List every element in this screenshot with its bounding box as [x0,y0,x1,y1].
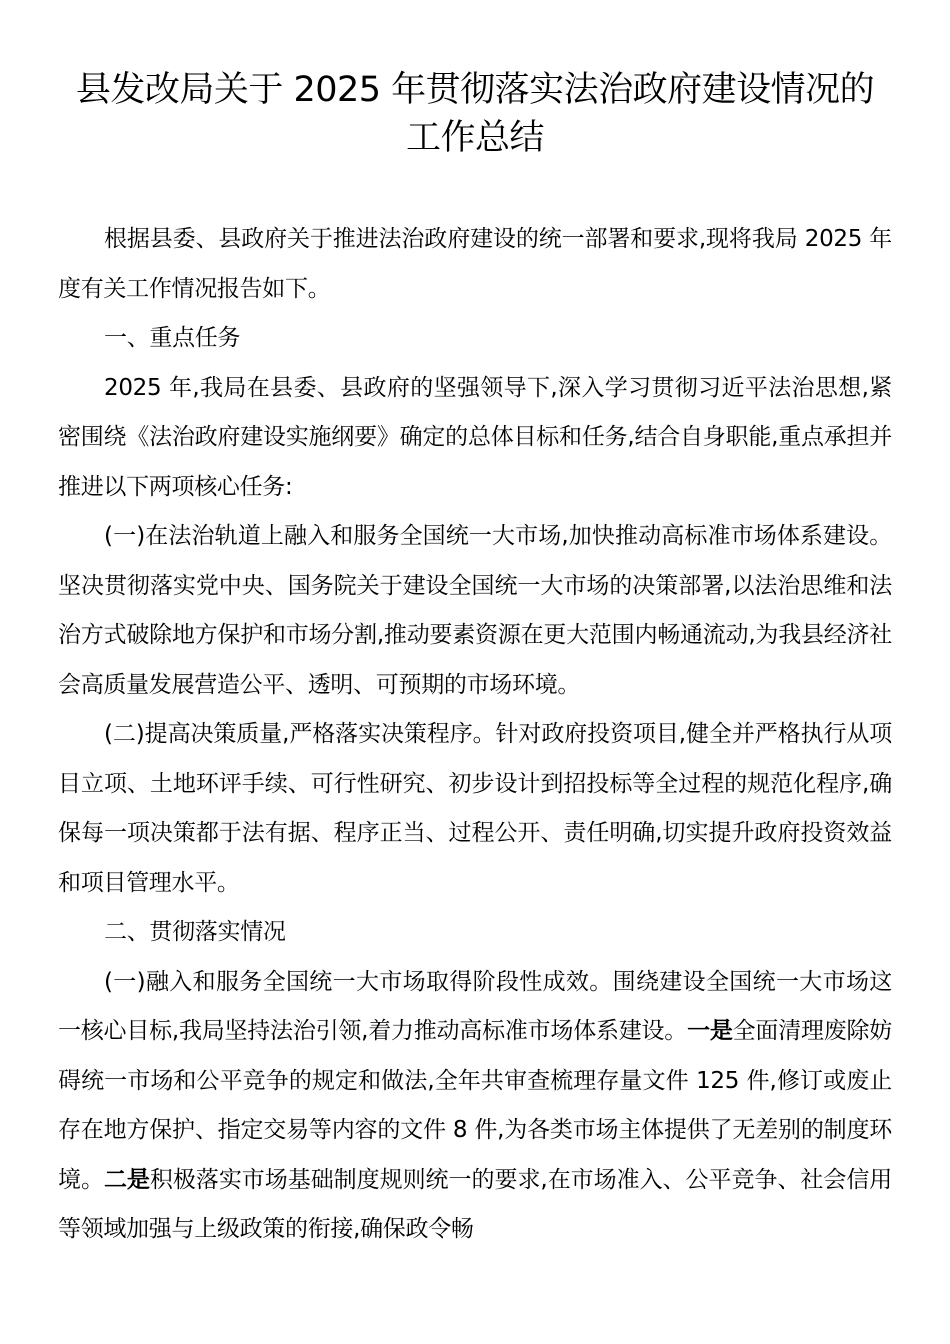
text-run: 全面清理废除妨碍统一市场和公平竞争的规定和做法,全年共审查梳理存量文件 125 件,修订或废止存在地方保护、指定交易等内容的文件 8 件,为各类市场主体提供了无差别的制度环境。 [58,1018,892,1193]
section-1-item-1: (一)在法治轨道上融入和服务全国统一大市场,加快推动高标准市场体系建设。坚决贯彻落实党中央、国务院关于建设全国统一大市场的决策部署,以法治思维和法治方式破除地方保护和市场分割,推动要素资源在更大范围内畅通流动,为我县经济社会高质量发展营造公平、透明、可预期的市场环境。 [58,523,892,698]
document-page [58,0,892,1255]
text-run: 积极落实市场基础制度规则统一的要求,在市场准入、公平竞争、社会信用等领域加强与上级政策的衔接,确保政令畅 [58,1166,892,1242]
document-title [38,66,912,162]
bold-marker-2: 二是 [103,1166,150,1193]
section-2-heading: 二、贯彻落实情况 [104,919,286,945]
text-run: (一)融入和服务全国统一大市场取得阶段性成效。围绕建设全国统一大市场这一核心目标,我局坚持法治引领,着力推动高标准市场体系建设。 [58,968,892,1044]
intro-paragraph: 根据县委、县政府关于推进法治政府建设的统一部署和要求,现将我局 2025 年度有关工作情况报告如下。 [58,226,892,302]
title-line-2: 工作总结 [405,118,544,158]
section-2-item-1 [58,958,892,1255]
section-1-item-2: (二)提高决策质量,严格落实决策程序。针对政府投资项目,健全并严格执行从项目立项、土地环评手续、可行性研究、初步设计到招投标等全过程的规范化程序,确保每一项决策都于法有据、程序正当、过程公开、责任明确,切实提升政府投资效益和项目管理水平。 [58,721,892,896]
section-1-paragraph: 2025 年,我局在县委、县政府的坚强领导下,深入学习贯彻习近平法治思想,紧密围绕《法治政府建设实施纲要》确定的总体目标和任务,结合自身职能,重点承担并推进以下两项核心任务: [58,374,892,500]
section-1-heading: 一、重点任务 [104,325,241,351]
title-line-1: 县发改局关于 2025 年贯彻落实法治政府建设情况的 [75,70,875,110]
document-body [58,215,892,1255]
bold-marker-1: 一是 [687,1018,733,1044]
